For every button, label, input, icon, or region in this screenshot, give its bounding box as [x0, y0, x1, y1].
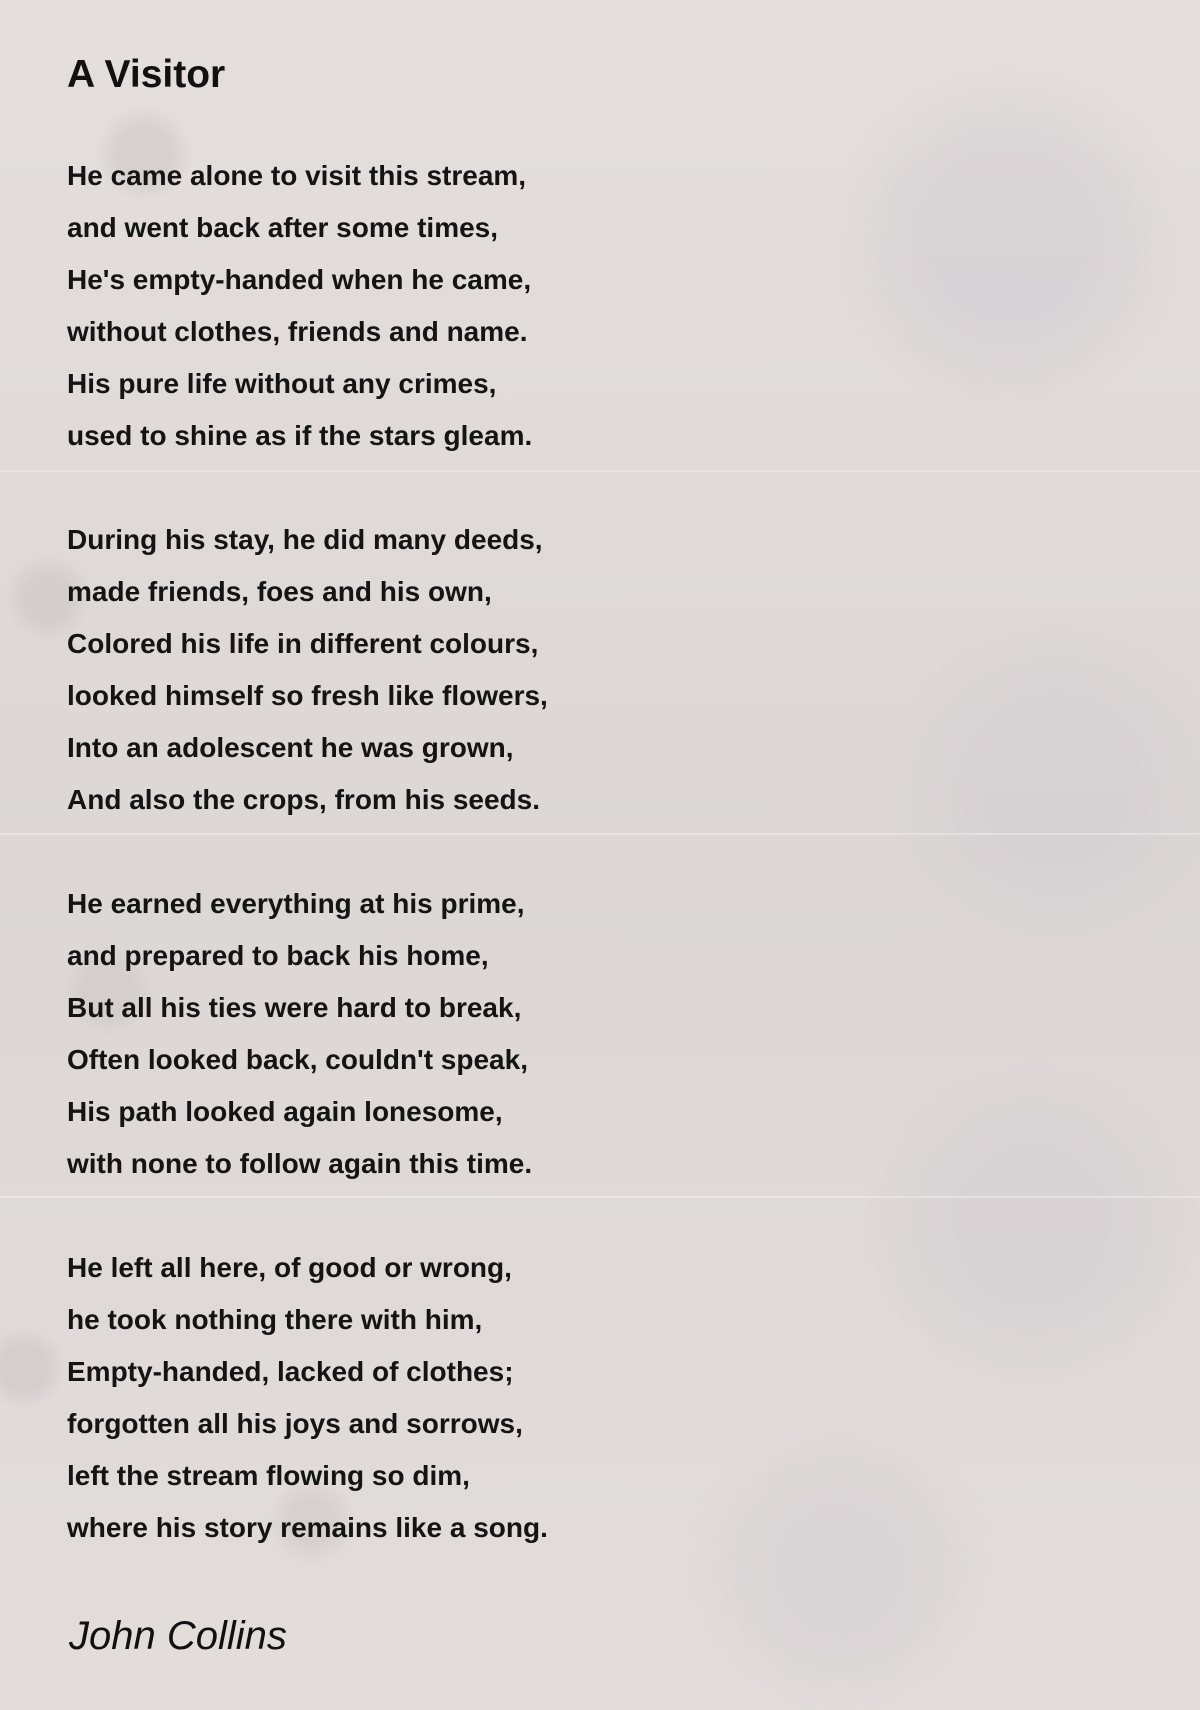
poem-line: Colored his life in different colours,	[67, 628, 539, 659]
poem-line: and prepared to back his home,	[67, 940, 489, 971]
stanza-2	[67, 514, 827, 826]
poem-line: looked himself so fresh like flowers,	[67, 680, 548, 711]
poem-line: with none to follow again this time.	[67, 1148, 533, 1179]
poem-line: During his stay, he did many deeds,	[67, 524, 543, 555]
poem-line: Often looked back, couldn't speak,	[67, 1044, 528, 1075]
poem-author: John Collins	[69, 1614, 287, 1658]
poem-line: And also the crops, from his seeds.	[67, 784, 541, 815]
poem-line: used to shine as if the stars gleam.	[67, 420, 533, 451]
poem-line: without clothes, friends and name.	[67, 316, 528, 347]
poem-line: Into an adolescent he was grown,	[67, 732, 514, 763]
poem-line: forgotten all his joys and sorrows,	[67, 1408, 523, 1439]
poem-line: But all his ties were hard to break,	[67, 992, 522, 1023]
poem-line: His pure life without any crimes,	[67, 368, 497, 399]
stanza-1	[67, 150, 827, 462]
poem-line: Empty-handed, lacked of clothes;	[67, 1356, 514, 1387]
poem-line: He came alone to visit this stream,	[67, 160, 527, 191]
poem-line: where his story remains like a song.	[67, 1512, 548, 1543]
poem-line: He's empty-handed when he came,	[67, 264, 532, 295]
stanza-3	[67, 878, 827, 1190]
poem-line: He left all here, of good or wrong,	[67, 1252, 512, 1283]
poem-line: made friends, foes and his own,	[67, 576, 492, 607]
poem-line: His path looked again lonesome,	[67, 1096, 503, 1127]
poem-line: He earned everything at his prime,	[67, 888, 525, 919]
poem-page	[67, 50, 827, 1606]
stanza-4	[67, 1242, 827, 1554]
poem-line: he took nothing there with him,	[67, 1304, 483, 1335]
poem-line: left the stream flowing so dim,	[67, 1460, 470, 1491]
poem-line: and went back after some times,	[67, 212, 499, 243]
poem-title: A Visitor	[67, 53, 226, 96]
